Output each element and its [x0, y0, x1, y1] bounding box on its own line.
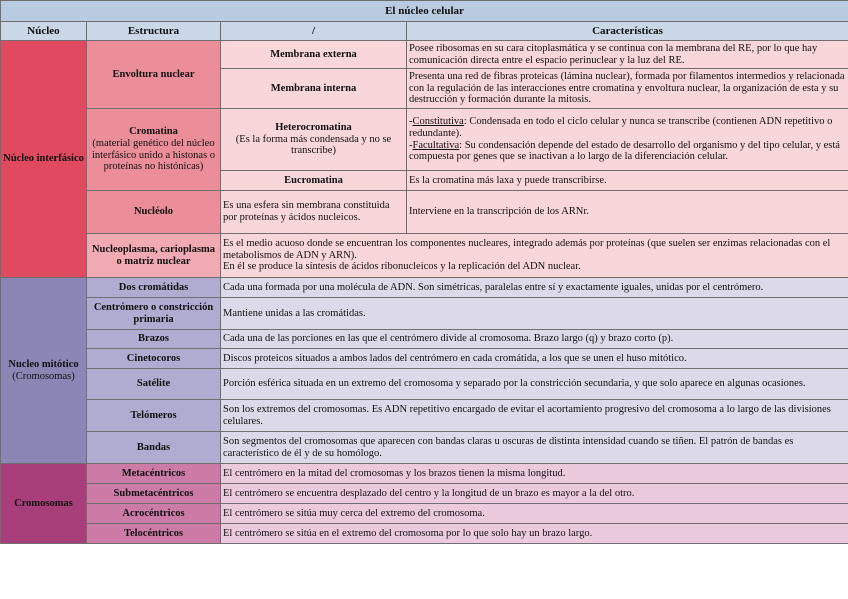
header-estructura: Estructura — [87, 22, 221, 41]
header-slash: / — [221, 22, 407, 41]
heterocromatina-desc: (Es la forma más condensada y no se transcribe) — [235, 133, 392, 157]
cromatina-label: Cromatina — [129, 126, 178, 137]
nucleolo: Nucléolo — [87, 191, 221, 234]
header-nucleo: Núcleo — [1, 22, 87, 41]
structure-label: Dos cromátidas — [87, 278, 221, 298]
group-nucleo-interfasico: Núcleo interfásico — [1, 41, 87, 278]
mitotico-sublabel: (Cromosomas) — [12, 370, 75, 382]
chromosome-type-text: El centrómero se encuentra desplazado del centro y la longitud de un brazo es mayor a la del otro. — [221, 484, 848, 504]
structure-label: Cinetocoros — [87, 349, 221, 369]
cromatina — [87, 109, 221, 191]
structure-label: Bandas — [87, 432, 221, 464]
membrana-interna-text: Presenta una red de fibras proteicas (lámina nuclear), formada por filamentos intermedios y relacionada con la regulación de las interacciones entre cromatina y envoltura nuclear, la organización de esta y su destrucción y formación durante la mitosis. — [407, 69, 848, 109]
constitutiva-label: Constitutiva — [412, 116, 464, 127]
membrana-externa-text: Posee ribosomas en su cara citoplasmática y se continua con la membrana del RE, por lo que hay comunicación directa entre el espacio perinuclear y la luz del RE. — [407, 41, 848, 69]
table-title: El núcleo celular — [1, 1, 848, 22]
eucromatina: Eucromatina — [221, 171, 407, 191]
heterocromatina — [221, 109, 407, 171]
chromosome-type-label: Acrocéntricos — [87, 504, 221, 524]
cromatina-desc: (material genético del núcleo interfásico unido a histonas o proteínas no histónicas) — [91, 137, 216, 173]
structure-text: Cada una de las porciones en las que el centrómero divide al cromosoma. Brazo largo (q) y brazo corto (p). — [221, 330, 848, 349]
membrana-externa: Membrana externa — [221, 41, 407, 69]
chromosome-type-text: El centrómero en la mitad del cromosomas y los brazos tienen la misma longitud. — [221, 464, 848, 484]
structure-label: Satélite — [87, 369, 221, 400]
chromosome-type-label: Submetacéntricos — [87, 484, 221, 504]
group-cromosomas: Cromosomas — [1, 464, 87, 544]
mitotico-label: Nucleo mitótico — [8, 358, 79, 370]
group-nucleo-mitotico — [1, 278, 87, 464]
envoltura-nuclear: Envoltura nuclear — [87, 41, 221, 109]
structure-label: Telómeros — [87, 400, 221, 432]
nucleoplasma-text1: Es el medio acuoso donde se encuentran los componentes nucleares, integrado además por proteínas (que suelen ser enzimas relacionadas con el metabolismos de ADN y ARN). — [223, 237, 831, 261]
chromosome-type-label: Metacéntricos — [87, 464, 221, 484]
eucromatina-text: Es la cromatina más laxa y puede transcribirse. — [407, 171, 848, 191]
nucleolo-text: Interviene en la transcripción de los ARNr. — [407, 191, 848, 234]
structure-label: Centrómero o constricción primaria — [87, 298, 221, 330]
nucleoplasma-text2: En él se produce la síntesis de ácidos ribonucleicos y la replicación del ADN nuclear. — [223, 261, 581, 273]
heterocromatina-label: Heterocromatina — [275, 121, 352, 133]
structure-text: Discos proteicos situados a ambos lados del centrómero en cada cromátida, a los que se unen el huso mitótico. — [221, 349, 848, 369]
structure-text: Mantiene unidas a las cromátidas. — [221, 298, 848, 330]
structure-text: Son segmentos del cromosomas que aparecen con bandas claras u oscuras de distinta intensidad cuando se tiñen. El patrón de bandas es característico de él y de su homólogo. — [221, 432, 848, 464]
structure-text: Cada una formada por una molécula de ADN. Son simétricas, paralelas entre sí y exactamente iguales, unidas por el centrómero. — [221, 278, 848, 298]
structure-text: Porción esférica situada en un extremo del cromosoma y separado por la constricción secundaria, y que solo aparece en algunas ocasiones. — [221, 369, 848, 400]
nucleoplasma-text — [221, 234, 848, 278]
facultativa-text: : Su condensación depende del estado de desarrollo del organismo y del tipo celular, y está compuesta por genes que se inactivan a lo largo de la diferenciación celular. — [409, 139, 840, 163]
chromosome-type-text: El centrómero se sitúa muy cerca del extremo del cromosoma. — [221, 504, 848, 524]
chromosome-type-label: Telocéntricos — [87, 524, 221, 544]
structure-label: Brazos — [87, 330, 221, 349]
facultativa-label: Facultativa — [412, 139, 460, 151]
heterocromatina-text: -Constitutiva: Condensada en todo el ciclo celular y nunca se transcribe (contienen ADN repetitivo o redundante). -Facultativa: Su condensación depende del estado de desarrollo del organismo y del tipo celular, y está compuesta por genes que se inactivan a lo largo de la diferenciación celular. — [407, 109, 848, 171]
header-caracteristicas: Características — [407, 22, 848, 41]
constitutiva-text: : Condensada en todo el ciclo celular y nunca se transcribe (contienen ADN repetitivo o redundante). — [409, 116, 833, 139]
chromosome-type-text: El centrómero se sitúa en el extremo del cromosoma por lo que solo hay un brazo largo. — [221, 524, 848, 544]
nucleolo-desc: Es una esfera sin membrana constituida por proteínas y ácidos nucleicos. — [221, 191, 407, 234]
structure-text: Son los extremos del cromosomas. Es ADN repetitivo encargado de evitar el acortamiento progresivo del cromosoma a lo largo de las divisiones celulares. — [221, 400, 848, 432]
nucleoplasma: Nucleoplasma, carioplasma o matriz nuclear — [87, 234, 221, 278]
membrana-interna: Membrana interna — [221, 69, 407, 109]
